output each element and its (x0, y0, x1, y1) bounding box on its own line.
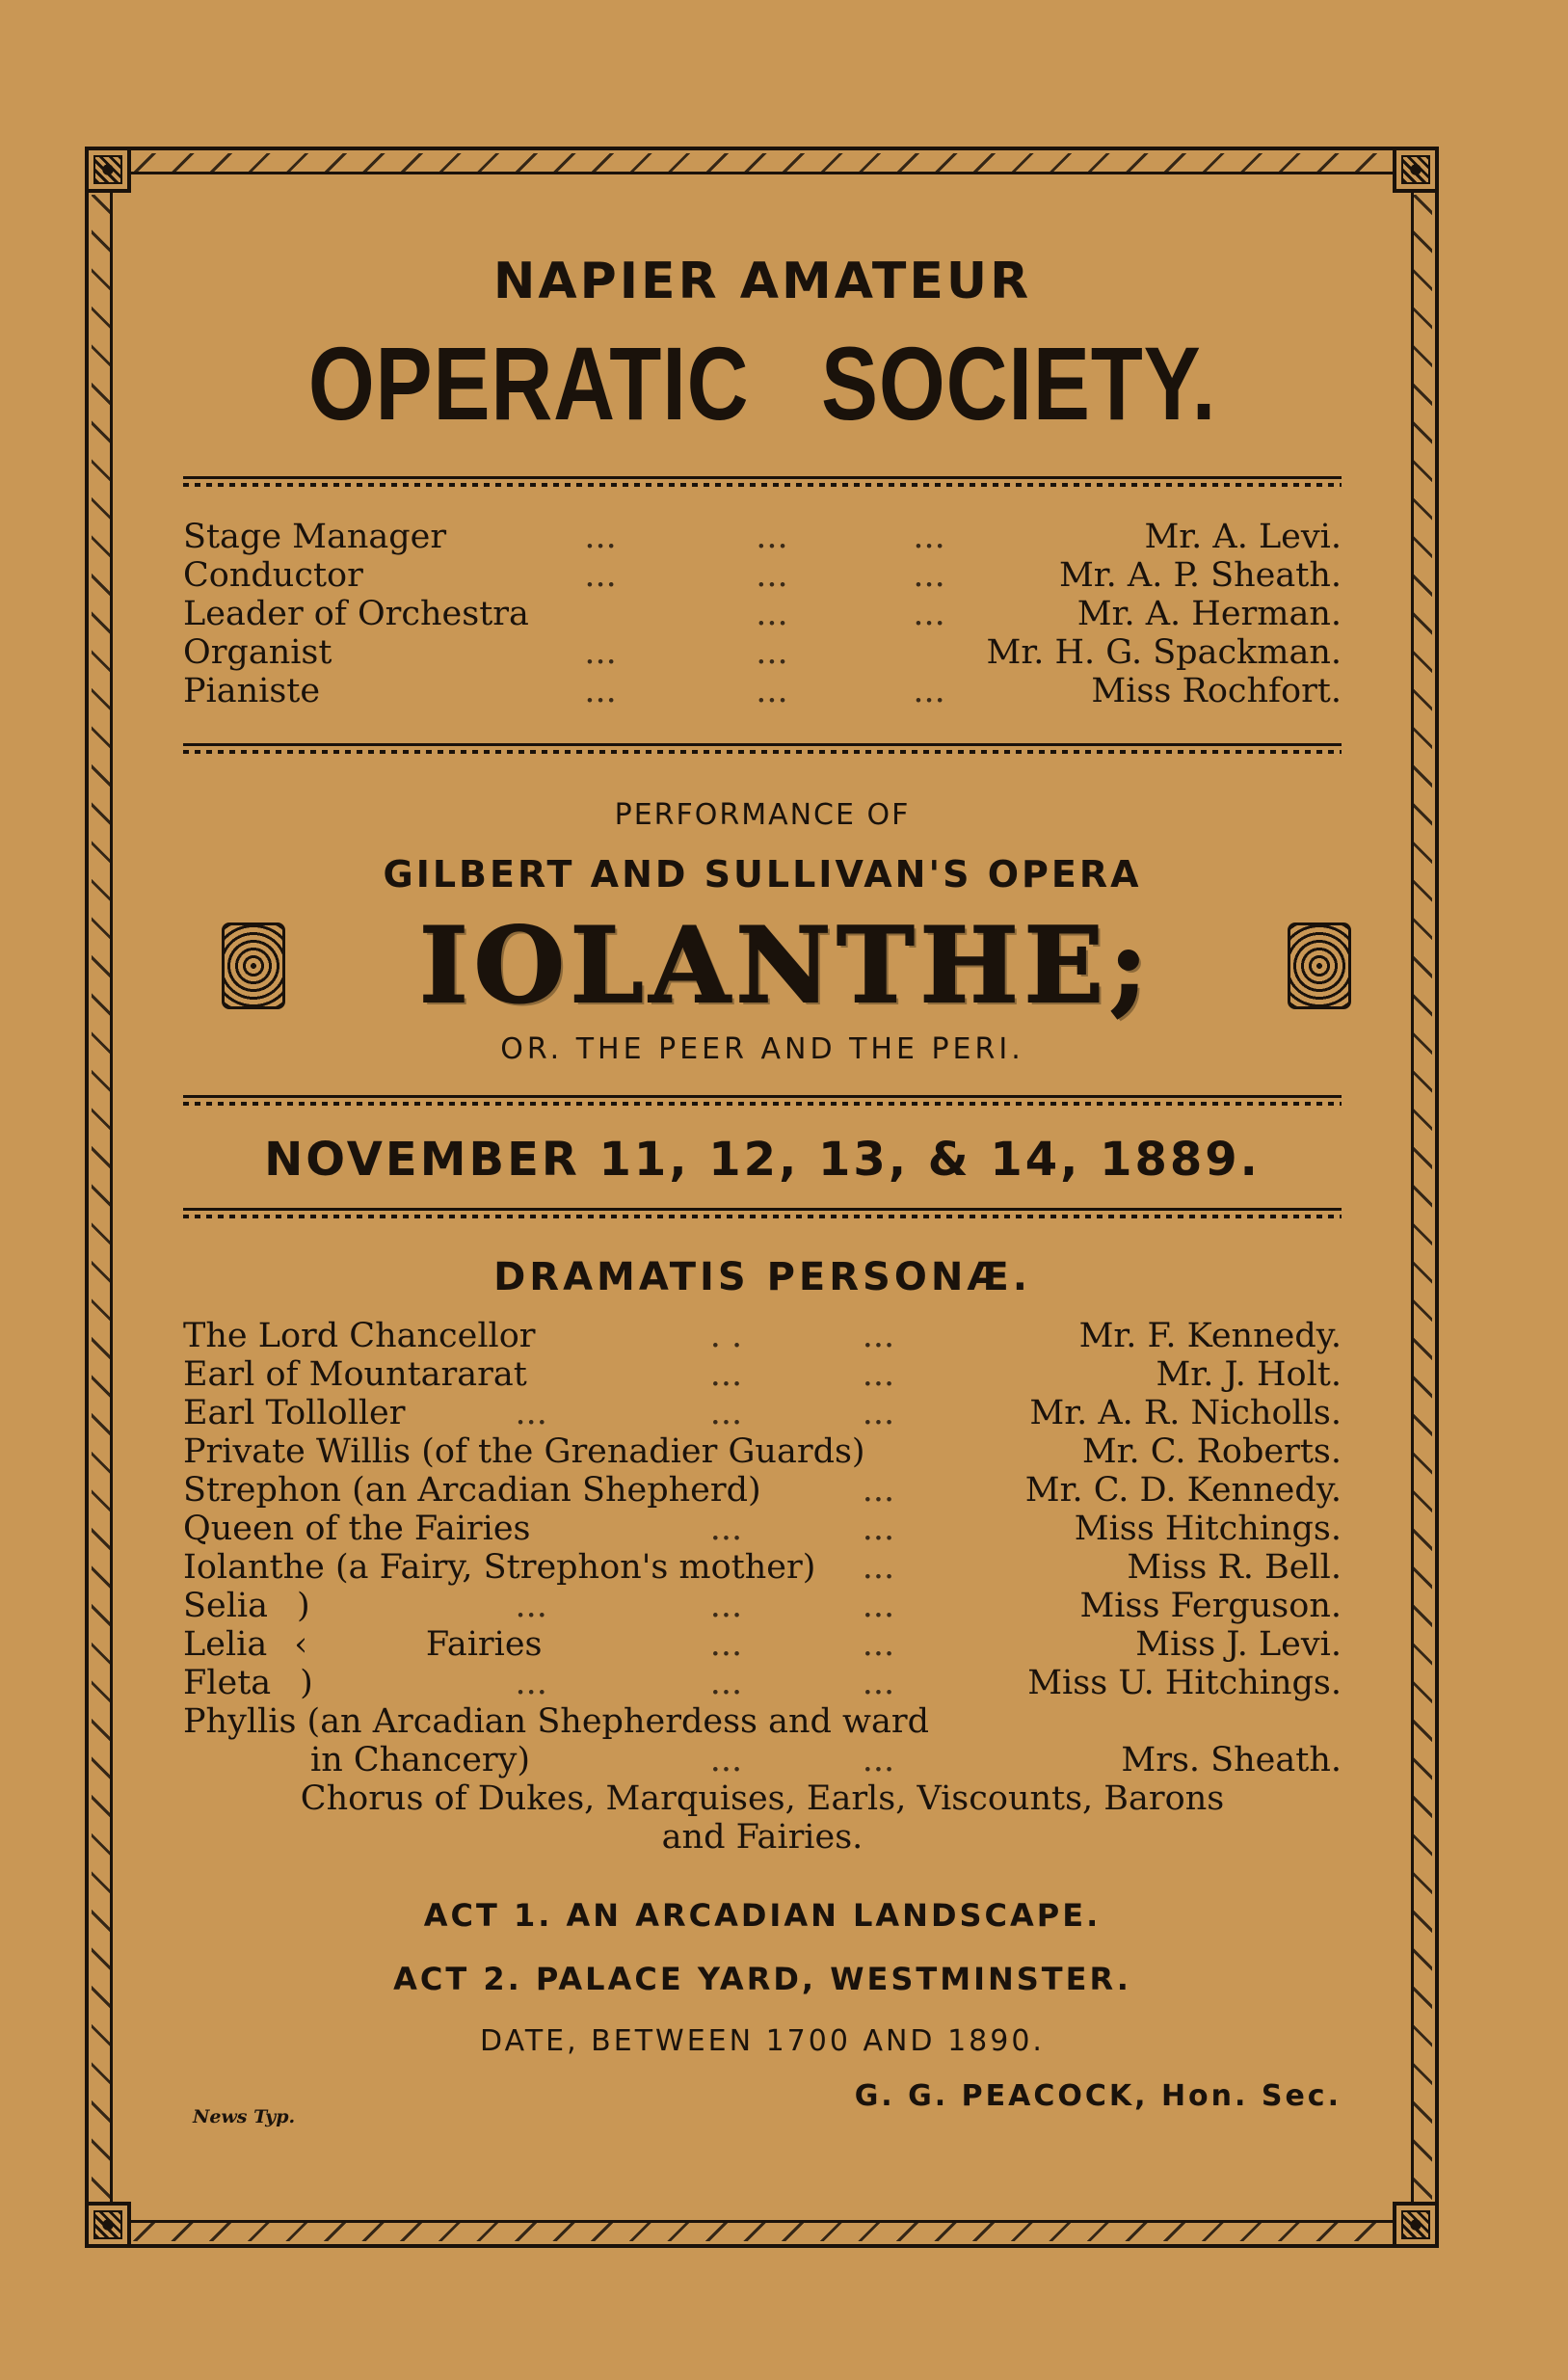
leader-dots: ... (862, 1741, 895, 1779)
cast-row (183, 1355, 1342, 1394)
staff-row (183, 633, 1342, 672)
fairies-label: Fairies (425, 1625, 543, 1664)
staff-row (183, 595, 1342, 633)
staff-row (183, 556, 1342, 595)
leader-dots: ... (862, 1471, 895, 1510)
leader-dots: ... (584, 672, 617, 710)
society-name-line2: OPERATIC SOCIETY. (307, 325, 1217, 441)
cast-row (183, 1432, 1342, 1471)
cast-role: Earl Tolloller (183, 1394, 406, 1432)
cast-role: Strephon (an Arcadian Shepherd) (183, 1471, 761, 1510)
leader-dots: ... (709, 1510, 743, 1548)
leader-dots: ... (584, 633, 617, 672)
phyllis-role-line2: in Chancery) (310, 1741, 531, 1779)
cast-role: Iolanthe (a Fairy, Strephon's mother) (183, 1548, 816, 1587)
leader-dots: ... (584, 518, 617, 556)
leader-dots: ... (515, 1587, 547, 1625)
cast-row (183, 1664, 1342, 1702)
cast-row (183, 1510, 1342, 1548)
staff-role: Organist (183, 633, 332, 672)
leader-dots: ... (756, 556, 788, 595)
leader-dots: ... (709, 1741, 743, 1779)
leader-dots: ... (515, 1664, 547, 1702)
cast-role-cell (183, 1664, 426, 1702)
staff-list (183, 518, 1342, 710)
chorus-line2: and Fairies. (661, 1818, 864, 1857)
act-one: ACT 1. AN ARCADIAN LANDSCAPE. (423, 1897, 1102, 1934)
bottom-border-band (133, 2222, 1391, 2241)
cast-name: Mr. A. R. Nicholls. (1029, 1394, 1342, 1432)
leader-dots (872, 633, 987, 672)
fairies-bracket-icon: ) (296, 1587, 310, 1625)
divider (183, 1208, 1342, 1220)
staff-role: Leader of Orchestra (183, 595, 529, 633)
cast-role-cell (183, 1587, 426, 1625)
cast-row (183, 1548, 1342, 1587)
cast-role: Private Willis (of the Grenadier Guards) (183, 1432, 865, 1471)
cast-name: Mr. F. Kennedy. (1078, 1317, 1342, 1355)
fairies-bracket-icon: ‹ (294, 1625, 308, 1664)
act-two: ACT 2. PALACE YARD, WESTMINSTER. (393, 1961, 1131, 1997)
leader-dots: ... (862, 1587, 895, 1625)
staff-name: Miss Rochfort. (1091, 672, 1342, 710)
staff-role: Pianiste (183, 672, 321, 710)
corner-ornament-icon (1393, 2202, 1439, 2248)
performance-intro: PERFORMANCE OF (614, 798, 911, 832)
cast-list (183, 1317, 1342, 1779)
leader-dots: ... (756, 672, 788, 710)
leader-dots: ... (709, 1394, 743, 1432)
printer-credit: News Typ. (193, 2106, 296, 2127)
leader-dots: ... (862, 1355, 895, 1394)
honorary-secretary: G. G. PEACOCK, Hon. Sec. (854, 2079, 1342, 2113)
cast-name: Miss J. Levi. (1135, 1625, 1342, 1664)
cast-role-cell (183, 1625, 426, 1664)
cast-row (183, 1587, 1342, 1625)
cast-row (183, 1394, 1342, 1432)
cast-row (183, 1625, 1342, 1664)
cast-row (183, 1471, 1342, 1510)
leader-dots: . . (709, 1317, 743, 1355)
staff-name: Mr. A. P. Sheath. (1058, 556, 1342, 595)
leader-dots: ... (862, 1510, 895, 1548)
divider (183, 743, 1342, 756)
opera-title-banner (222, 905, 1351, 1027)
dramatis-personae-heading: DRAMATIS PERSONÆ. (493, 1255, 1031, 1299)
staff-name: Mr. H. G. Spackman. (986, 633, 1342, 672)
leader-dots: ... (515, 1394, 547, 1432)
corner-ornament-icon (85, 147, 131, 193)
leader-dots: ... (709, 1625, 743, 1664)
cast-role: Selia (183, 1587, 268, 1625)
leader-dots: ... (756, 518, 788, 556)
left-border-band (92, 195, 111, 2200)
cast-role: The Lord Chancellor (183, 1317, 536, 1355)
cast-role: Lelia (183, 1625, 268, 1664)
opera-title: IOLANTHE; (419, 905, 1154, 1027)
staff-row (183, 672, 1342, 710)
leader-dots: ... (913, 556, 945, 595)
cast-name: Miss R. Bell. (1127, 1548, 1342, 1587)
cast-row (183, 1741, 1342, 1779)
cast-role: Fleta (183, 1664, 272, 1702)
cast-name: Miss Ferguson. (1079, 1587, 1342, 1625)
leader-dots: ... (862, 1317, 895, 1355)
staff-name: Mr. A. Levi. (1144, 518, 1342, 556)
cast-name: Miss Hitchings. (1074, 1510, 1342, 1548)
leader-dots: ... (913, 595, 945, 633)
cast-name: Miss U. Hitchings. (1027, 1664, 1342, 1702)
leader-dots: ... (709, 1355, 743, 1394)
corner-ornament-icon (85, 2202, 131, 2248)
footer (183, 2073, 1342, 2131)
opera-subtitle: OR. THE PEER AND THE PERI. (500, 1032, 1024, 1066)
staff-role: Conductor (183, 556, 363, 595)
leader-dots: ... (913, 672, 945, 710)
leader-dots: ... (709, 1587, 743, 1625)
divider (183, 476, 1342, 489)
cast-name: Mr. J. Holt. (1156, 1355, 1342, 1394)
leader-dots: ... (756, 595, 788, 633)
leader-dots: ... (862, 1548, 895, 1587)
leader-dots: ... (862, 1394, 895, 1432)
leader-dots: ... (862, 1664, 895, 1702)
scroll-ornament-icon (222, 923, 285, 1009)
society-name-line1: NAPIER AMATEUR (492, 253, 1032, 310)
staff-row (183, 518, 1342, 556)
cast-row (183, 1702, 1342, 1741)
cast-name: Mr. C. Roberts. (1081, 1432, 1342, 1471)
cast-name: Mr. C. D. Kennedy. (1024, 1471, 1342, 1510)
scroll-ornament-icon (1288, 923, 1351, 1009)
leader-dots: ... (862, 1625, 895, 1664)
staff-role: Stage Manager (183, 518, 447, 556)
staff-name: Mr. A. Herman. (1076, 595, 1342, 633)
corner-ornament-icon (1393, 147, 1439, 193)
chorus-line1: Chorus of Dukes, Marquises, Earls, Viscounts, Barons (300, 1779, 1225, 1818)
opera-line: GILBERT AND SULLIVAN'S OPERA (383, 853, 1142, 896)
leader-dots: ... (709, 1664, 743, 1702)
cast-role: Queen of the Fairies (183, 1510, 531, 1548)
cast-row (183, 1317, 1342, 1355)
phyllis-role-line1: Phyllis (an Arcadian Shepherdess and ward (183, 1702, 930, 1741)
leader-dots (529, 595, 672, 633)
fairies-bracket-icon: ) (300, 1664, 313, 1702)
divider (183, 1095, 1342, 1108)
performance-dates: NOVEMBER 11, 12, 13, & 14, 1889. (264, 1133, 1261, 1187)
date-between: DATE, BETWEEN 1700 AND 1890. (480, 2024, 1045, 2058)
top-border-band (133, 153, 1391, 173)
leader-dots: ... (584, 556, 617, 595)
leader-dots: ... (913, 518, 945, 556)
cast-name: Mrs. Sheath. (1121, 1741, 1342, 1779)
leader-dots: ... (756, 633, 788, 672)
programme-content (183, 222, 1342, 2131)
cast-role: Earl of Mountararat (183, 1355, 527, 1394)
right-border-band (1413, 195, 1432, 2200)
